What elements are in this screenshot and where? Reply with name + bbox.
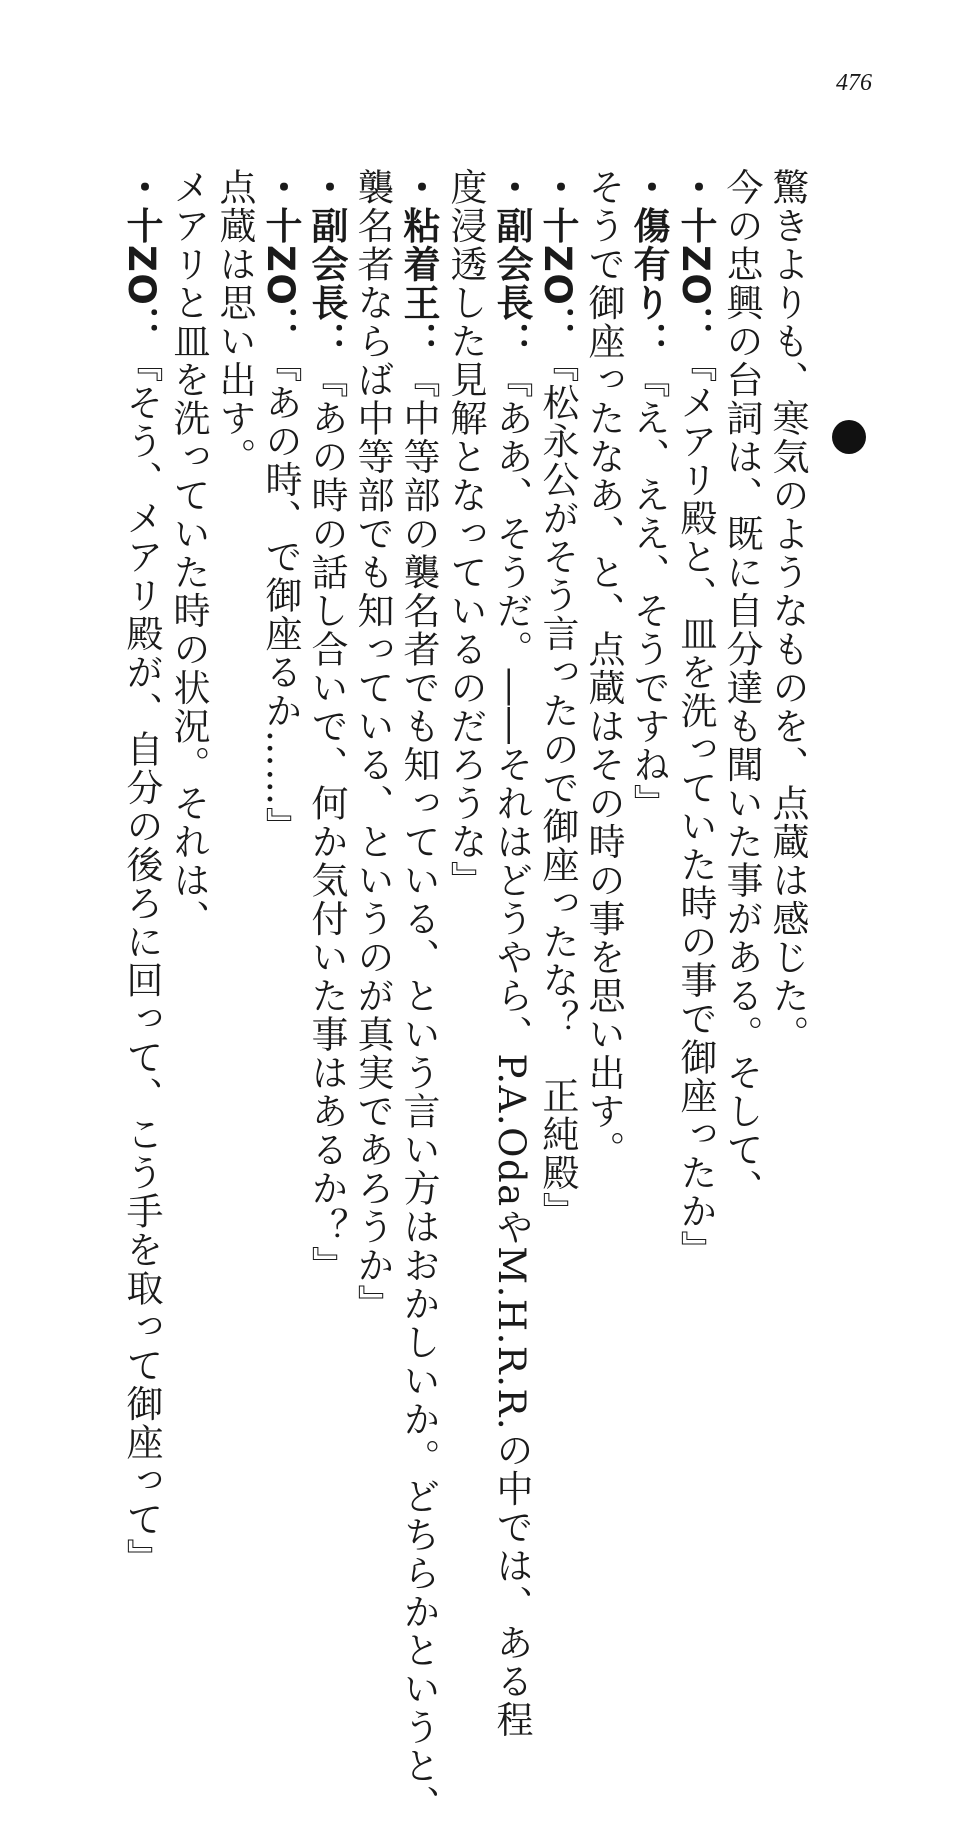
narration-text: 驚きよりも、寒気のようなものを、点蔵は感じた。 — [766, 168, 809, 1054]
chat-line — [627, 168, 670, 823]
speaker-label: ・粘着王： — [397, 168, 440, 361]
narration-text: そうで御座ったなあ、と、点蔵はその時の事を思い出す。 — [582, 168, 625, 1169]
page-number: 476 — [836, 70, 872, 96]
continuation-text: 度浸透した見解となっているのだろうな』 — [444, 168, 487, 900]
speaker-label: ・十ZO： — [120, 168, 163, 345]
chat-line — [490, 168, 533, 1740]
chat-line — [305, 168, 348, 1285]
dialogue-text: 『中等部の襲名者でも知っている、という言い方はおかしいか。どちらかというと、 — [397, 360, 440, 1824]
chat-line — [259, 168, 302, 846]
dialogue-text: 『え、ええ、そうですね』 — [627, 360, 670, 823]
text-column — [582, 168, 625, 1169]
text-column — [167, 168, 210, 938]
decorative-dot — [832, 420, 866, 454]
text-column — [720, 168, 763, 1208]
dialogue-text: 『松永公がそう言ったので御座ったな？ 正純殿』 — [536, 344, 579, 1231]
speaker-label: ・副会長： — [490, 168, 533, 361]
speaker-label: ・副会長： — [305, 168, 348, 361]
narration-text: 点蔵は思い出す。 — [213, 168, 256, 476]
chat-line — [120, 168, 163, 1577]
text-column — [213, 168, 256, 476]
dialogue-text: 『あの時、で御座るか……』 — [259, 344, 302, 846]
continuation-text: 襲名者ならば中等部でも知っている、というのが真実であろうか』 — [351, 168, 394, 1323]
chat-line — [674, 168, 717, 1269]
narration-text: メアリと皿を洗っていた時の状況。それは、 — [167, 168, 210, 938]
speaker-label: ・傷有り： — [627, 168, 670, 361]
speaker-label: ・十ZO： — [536, 168, 579, 345]
narration-text: 今の忠興の台詞は、既に自分達も聞いた事がある。そして、 — [720, 168, 763, 1208]
chat-line — [536, 168, 579, 1231]
dialogue-text: 『そう、メアリ殿が、自分の後ろに回って、こう手を取って御座って』 — [120, 344, 163, 1577]
speaker-label: ・十ZO： — [674, 168, 717, 345]
text-column — [766, 168, 809, 1054]
dialogue-text: 『ああ、そうだ。――それはどうやら、P.A.OdaやM.H.R.R.の中では、ある程 — [490, 360, 533, 1740]
speaker-label: ・十ZO： — [259, 168, 302, 345]
text-column — [444, 168, 487, 900]
text-column — [351, 168, 394, 1323]
chat-line — [397, 168, 440, 1824]
dialogue-text: 『メアリ殿と、皿を洗っていた時の事で御座ったか』 — [674, 344, 717, 1269]
dialogue-text: 『あの時の話し合いで、何か気付いた事はあるか？』 — [305, 360, 348, 1285]
